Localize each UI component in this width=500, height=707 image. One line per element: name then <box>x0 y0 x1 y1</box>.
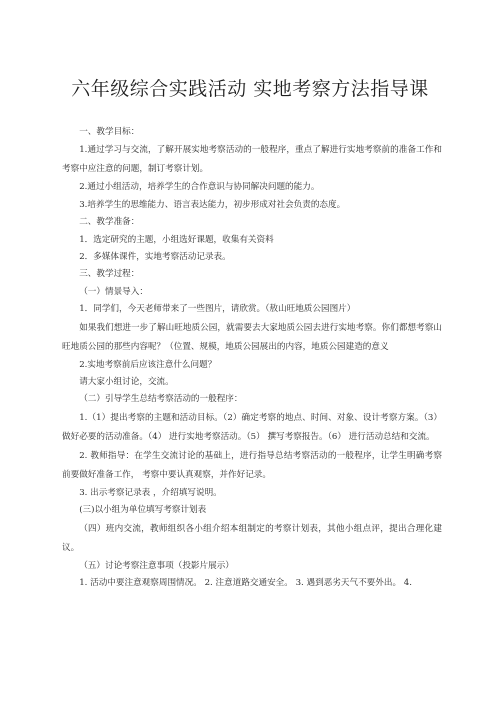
subsection-heading: （二）引导学生总结考察活动的一般程序： <box>79 394 243 405</box>
subsection-heading: （五）讨论考察注意事项（投影片展示） <box>79 560 234 571</box>
objective-paragraph: 2.通过小组活动，培养学生的合作意识与协同解决问题的能力。 <box>79 182 320 193</box>
subsection-heading: （一）情景导入： <box>79 286 148 297</box>
process-paragraph: 1. 活动中要注意观察周围情况。 2. 注意道路交通安全。 3. 遇到恶劣天气不要外出。 4. <box>79 578 412 589</box>
objective-paragraph: 1.通过学习与交流，了解开展实地考察活动的一般程序，重点了解进行实地考察前的准备工作和考察中应注意的问题，制订考察计划。 <box>62 145 442 175</box>
process-paragraph: 请大家小组讨论，交流。 <box>79 377 174 388</box>
process-paragraph: 1．同学们，今天老师带来了一些图片，请欣赏。（敖山旺地质公园图片） <box>79 304 356 315</box>
process-paragraph: 2. 教师指导：在学生交流讨论的基础上，进行指导总结考察活动的一般程序，让学生明确考察前要做好准备工作， 考察中要认真观察，并作好记录。 <box>62 450 442 480</box>
subsection-heading: (三)以小组为单位填写考察计划表 <box>79 505 207 516</box>
subsection-heading: （四）班内交流，教师组织各小组介绍本组制定的考察计划表，其他小组点评，提出合理化建议。 <box>62 523 442 553</box>
section-heading-objectives: 一、教学目标： <box>79 127 140 137</box>
document-body <box>62 124 442 593</box>
process-paragraph: 如果我们想进一步了解山旺地质公园，就需要去大家地质公园去进行实地考察。你们都想考察山旺地质公园的那些内容呢？（位置、规模，地质公园展出的内容，地质公园建造的意义 <box>62 322 442 352</box>
preparation-paragraph: 2．多媒体课件，实地考察活动记录表。 <box>79 252 231 263</box>
section-heading-preparation: 二、教学准备： <box>79 217 140 228</box>
objective-paragraph: 3.培养学生的思维能力、语言表达能力，初步形成对社会负责的态度。 <box>79 199 346 210</box>
preparation-paragraph: 1．选定研究的主题，小组选好课题，收集有关资料 <box>79 234 274 245</box>
process-paragraph: 1.（1）提出考察的主题和活动目标。（2）确定考察的地点、时间、对象、设计考察方案。（3） 做好必要的活动准备。（4） 进行实地考察活动。（5） 撰写考察报告。（6） 进行活动总结和交流。 <box>62 412 442 442</box>
process-paragraph: 3. 出示考察记录表 ，介绍填写说明。 <box>79 487 222 498</box>
section-heading-process: 三、教学过程： <box>79 269 140 280</box>
page-title: 六年级综合实践活动 实地考察方法指导课 <box>71 78 429 100</box>
process-paragraph: 2.实地考察前后应该注意什么问题？ <box>79 359 217 370</box>
